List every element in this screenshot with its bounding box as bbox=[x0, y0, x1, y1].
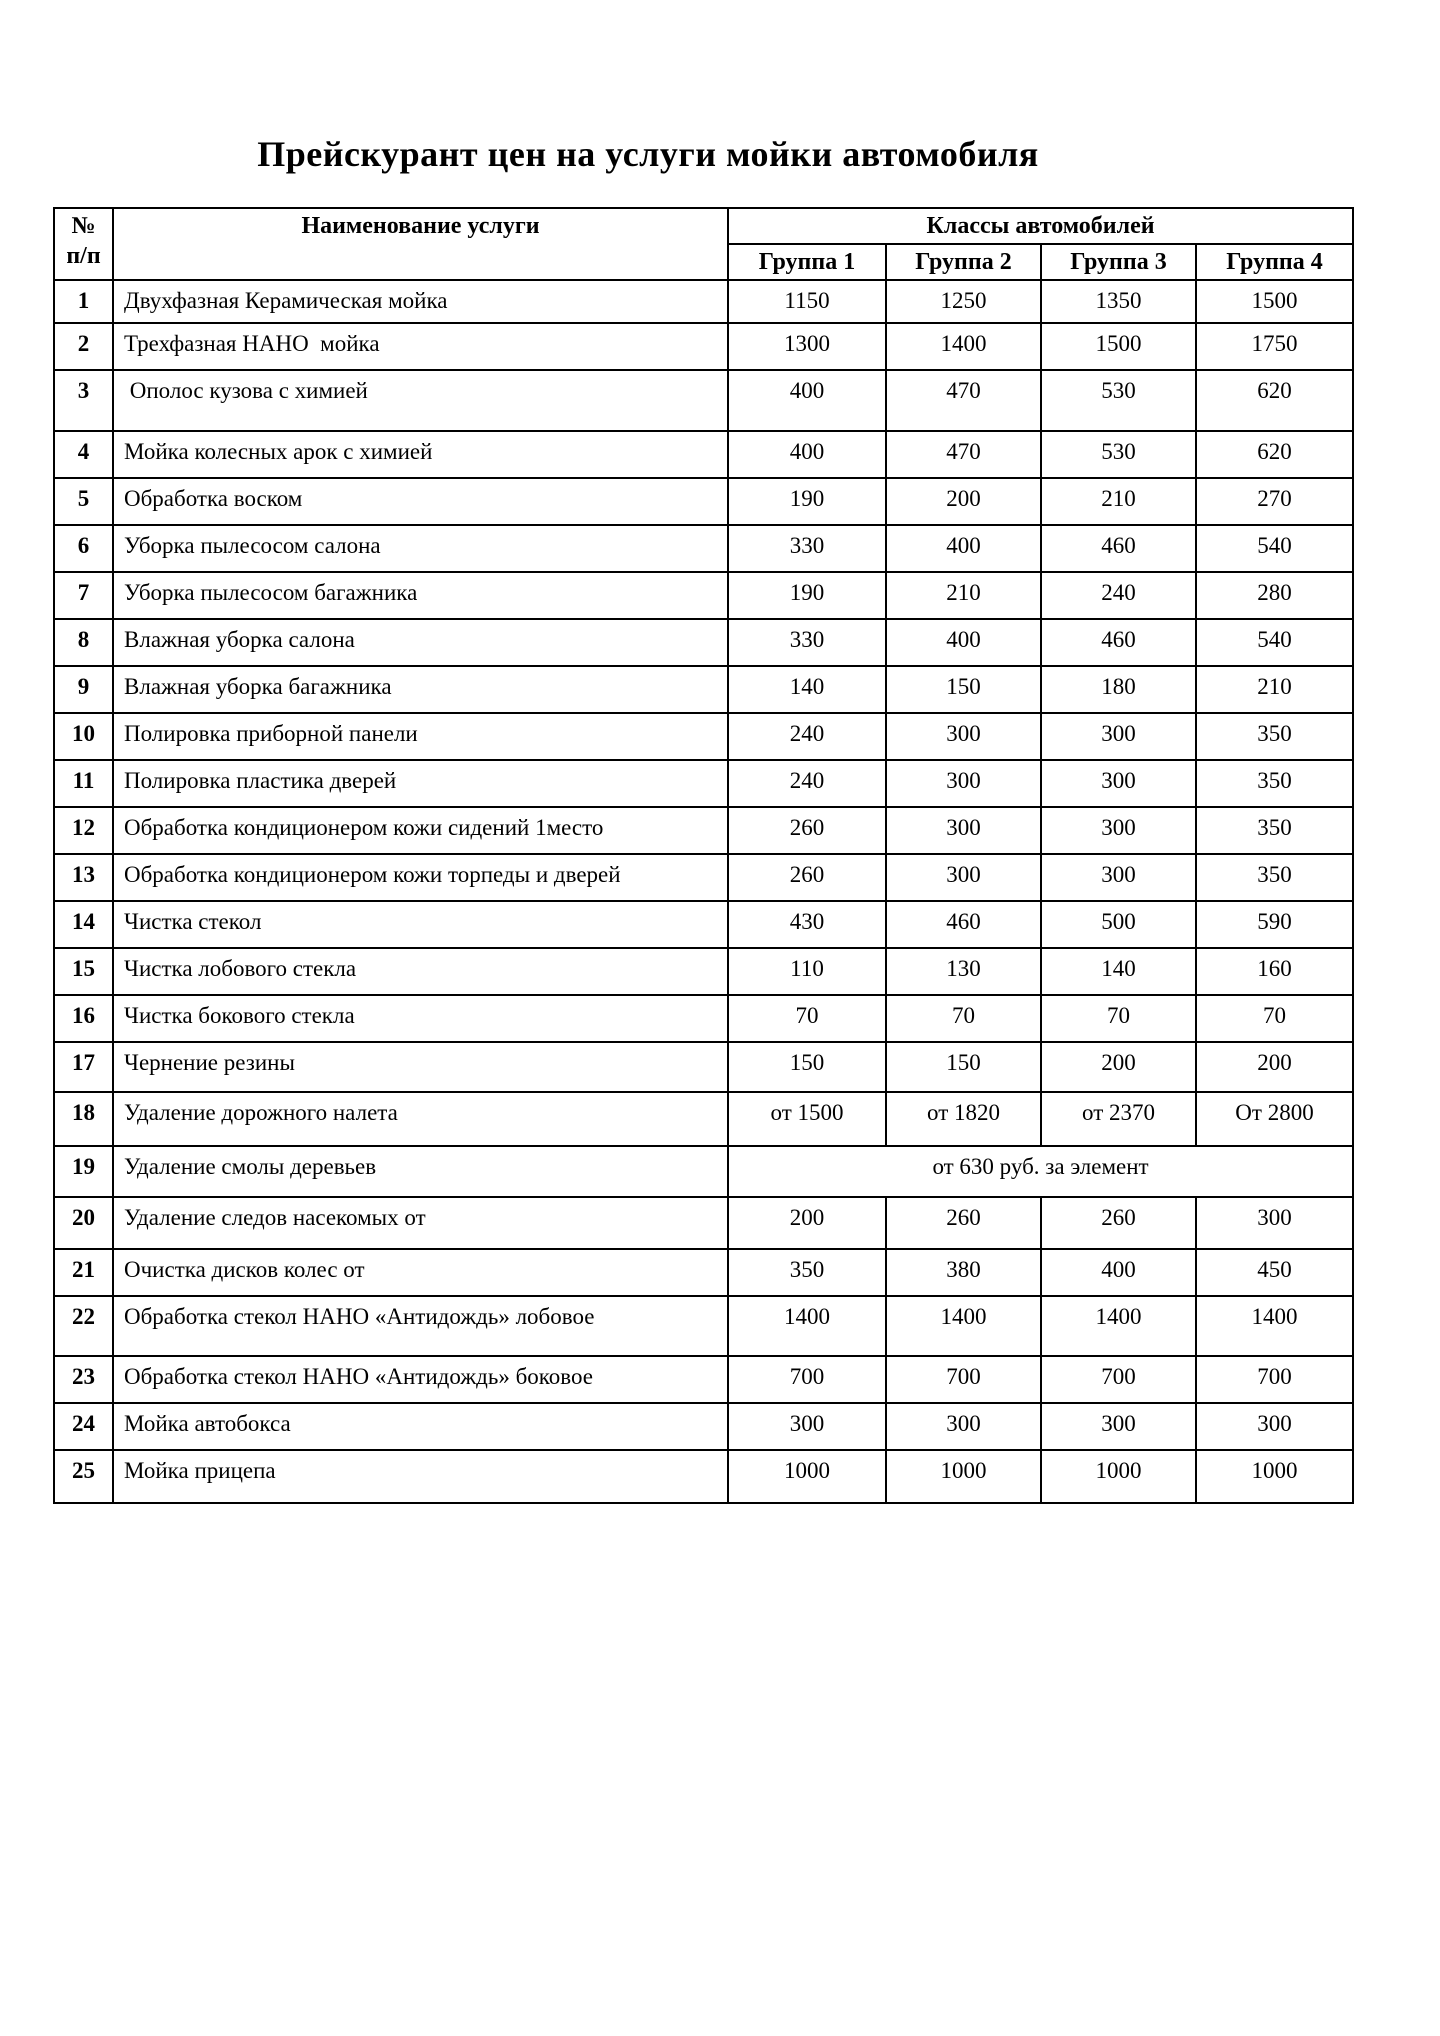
service-name: Полировка пластика дверей bbox=[113, 760, 728, 807]
price-group-2: 300 bbox=[886, 807, 1041, 854]
price-group-4: 350 bbox=[1196, 807, 1353, 854]
row-number: 12 bbox=[54, 807, 113, 854]
service-name: Обработка воском bbox=[113, 478, 728, 525]
row-number: 2 bbox=[54, 323, 113, 370]
price-group-4: 1000 bbox=[1196, 1450, 1353, 1503]
header-group-4: Группа 4 bbox=[1196, 244, 1353, 280]
price-group-3: 70 bbox=[1041, 995, 1196, 1042]
row-number: 3 bbox=[54, 370, 113, 431]
table-row bbox=[54, 854, 1353, 901]
price-group-4: 620 bbox=[1196, 370, 1353, 431]
price-group-1: 140 bbox=[728, 666, 886, 713]
price-group-4: 160 bbox=[1196, 948, 1353, 995]
price-group-1: 260 bbox=[728, 807, 886, 854]
price-group-1: 300 bbox=[728, 1403, 886, 1450]
row-number: 19 bbox=[54, 1146, 113, 1197]
table-row bbox=[54, 431, 1353, 478]
price-group-3: от 2370 bbox=[1041, 1092, 1196, 1146]
table-row bbox=[54, 280, 1353, 323]
price-group-1: 330 bbox=[728, 525, 886, 572]
price-group-3: 140 bbox=[1041, 948, 1196, 995]
row-number: 8 bbox=[54, 619, 113, 666]
price-group-3: 460 bbox=[1041, 619, 1196, 666]
price-group-4: 200 bbox=[1196, 1042, 1353, 1092]
header-number-line2: п/п bbox=[66, 243, 101, 270]
table-row bbox=[54, 1403, 1353, 1450]
row-number: 23 bbox=[54, 1356, 113, 1403]
service-name: Мойка прицепа bbox=[113, 1450, 728, 1503]
price-group-2: 380 bbox=[886, 1249, 1041, 1296]
price-group-2: 300 bbox=[886, 713, 1041, 760]
price-group-2: 150 bbox=[886, 1042, 1041, 1092]
table-row bbox=[54, 619, 1353, 666]
price-group-1: 110 bbox=[728, 948, 886, 995]
row-number: 10 bbox=[54, 713, 113, 760]
price-group-3: 1400 bbox=[1041, 1296, 1196, 1356]
service-name: Мойка автобокса bbox=[113, 1403, 728, 1450]
row-number: 24 bbox=[54, 1403, 113, 1450]
table-row bbox=[54, 1450, 1353, 1503]
price-group-1: 1300 bbox=[728, 323, 886, 370]
price-group-4: 350 bbox=[1196, 854, 1353, 901]
service-name: Уборка пылесосом багажника bbox=[113, 572, 728, 619]
service-name: Обработка кондиционером кожи торпеды и дверей bbox=[113, 854, 728, 901]
price-group-2: 70 bbox=[886, 995, 1041, 1042]
price-group-1: 350 bbox=[728, 1249, 886, 1296]
row-number: 17 bbox=[54, 1042, 113, 1092]
price-group-1: 430 bbox=[728, 901, 886, 948]
price-group-2: 460 bbox=[886, 901, 1041, 948]
price-group-3: 300 bbox=[1041, 713, 1196, 760]
service-name: Чистка бокового стекла bbox=[113, 995, 728, 1042]
header-number bbox=[54, 208, 113, 280]
merged-price-cell: от 630 руб. за элемент bbox=[728, 1146, 1353, 1197]
price-group-3: 400 bbox=[1041, 1249, 1196, 1296]
table-row bbox=[54, 948, 1353, 995]
row-number: 21 bbox=[54, 1249, 113, 1296]
price-group-4: 300 bbox=[1196, 1197, 1353, 1249]
price-group-4: 450 bbox=[1196, 1249, 1353, 1296]
price-group-3: 700 bbox=[1041, 1356, 1196, 1403]
service-name: Удаление смолы деревьев bbox=[113, 1146, 728, 1197]
row-number: 14 bbox=[54, 901, 113, 948]
table-row bbox=[54, 995, 1353, 1042]
service-name: Мойка колесных арок с химией bbox=[113, 431, 728, 478]
table-row bbox=[54, 525, 1353, 572]
table-row bbox=[54, 666, 1353, 713]
price-group-2: 400 bbox=[886, 525, 1041, 572]
header-number-line1: № bbox=[71, 213, 96, 240]
table-row bbox=[54, 478, 1353, 525]
price-group-4: 300 bbox=[1196, 1403, 1353, 1450]
service-name: Полировка приборной панели bbox=[113, 713, 728, 760]
price-group-3: 210 bbox=[1041, 478, 1196, 525]
service-name: Влажная уборка багажника bbox=[113, 666, 728, 713]
table-row bbox=[54, 1146, 1353, 1197]
service-name: Уборка пылесосом салона bbox=[113, 525, 728, 572]
row-number: 6 bbox=[54, 525, 113, 572]
price-group-1: 190 bbox=[728, 478, 886, 525]
price-group-4: 70 bbox=[1196, 995, 1353, 1042]
price-group-3: 300 bbox=[1041, 1403, 1196, 1450]
price-group-1: 1150 bbox=[728, 280, 886, 323]
service-name: Трехфазная НАНО мойка bbox=[113, 323, 728, 370]
row-number: 7 bbox=[54, 572, 113, 619]
price-group-2: 200 bbox=[886, 478, 1041, 525]
row-number: 4 bbox=[54, 431, 113, 478]
price-group-4: От 2800 bbox=[1196, 1092, 1353, 1146]
service-name: Обработка стекол НАНО «Антидождь» лобовое bbox=[113, 1296, 728, 1356]
price-group-2: 300 bbox=[886, 854, 1041, 901]
table-row bbox=[54, 713, 1353, 760]
row-number: 18 bbox=[54, 1092, 113, 1146]
price-group-2: 150 bbox=[886, 666, 1041, 713]
price-group-3: 1350 bbox=[1041, 280, 1196, 323]
table-row bbox=[54, 323, 1353, 370]
service-name: Удаление следов насекомых от bbox=[113, 1197, 728, 1249]
header-service: Наименование услуги bbox=[113, 208, 728, 280]
service-name: Обработка кондиционером кожи сидений 1место bbox=[113, 807, 728, 854]
service-name: Ополос кузова с химией bbox=[113, 370, 728, 431]
price-group-2: 700 bbox=[886, 1356, 1041, 1403]
price-group-3: 200 bbox=[1041, 1042, 1196, 1092]
price-group-2: 300 bbox=[886, 760, 1041, 807]
price-group-4: 210 bbox=[1196, 666, 1353, 713]
price-group-4: 270 bbox=[1196, 478, 1353, 525]
price-table bbox=[53, 207, 1354, 1504]
table-row bbox=[54, 1042, 1353, 1092]
price-group-2: 1400 bbox=[886, 1296, 1041, 1356]
price-group-4: 1750 bbox=[1196, 323, 1353, 370]
price-group-4: 1400 bbox=[1196, 1296, 1353, 1356]
price-group-1: 240 bbox=[728, 760, 886, 807]
table-row bbox=[54, 1296, 1353, 1356]
service-name: Очистка дисков колес от bbox=[113, 1249, 728, 1296]
price-group-2: от 1820 bbox=[886, 1092, 1041, 1146]
price-group-3: 300 bbox=[1041, 854, 1196, 901]
row-number: 15 bbox=[54, 948, 113, 995]
price-group-2: 470 bbox=[886, 431, 1041, 478]
price-group-1: 700 bbox=[728, 1356, 886, 1403]
price-group-1: 190 bbox=[728, 572, 886, 619]
price-group-4: 280 bbox=[1196, 572, 1353, 619]
row-number: 1 bbox=[54, 280, 113, 323]
table-row bbox=[54, 807, 1353, 854]
price-group-3: 260 bbox=[1041, 1197, 1196, 1249]
price-group-4: 620 bbox=[1196, 431, 1353, 478]
price-group-2: 400 bbox=[886, 619, 1041, 666]
row-number: 11 bbox=[54, 760, 113, 807]
table-row bbox=[54, 901, 1353, 948]
price-group-3: 300 bbox=[1041, 807, 1196, 854]
price-group-4: 590 bbox=[1196, 901, 1353, 948]
price-group-3: 460 bbox=[1041, 525, 1196, 572]
table-row bbox=[54, 370, 1353, 431]
price-group-2: 300 bbox=[886, 1403, 1041, 1450]
row-number: 13 bbox=[54, 854, 113, 901]
price-group-4: 350 bbox=[1196, 760, 1353, 807]
table-row bbox=[54, 1356, 1353, 1403]
table-row bbox=[54, 760, 1353, 807]
price-group-3: 240 bbox=[1041, 572, 1196, 619]
price-group-2: 470 bbox=[886, 370, 1041, 431]
price-group-1: от 1500 bbox=[728, 1092, 886, 1146]
price-group-1: 330 bbox=[728, 619, 886, 666]
price-group-4: 540 bbox=[1196, 525, 1353, 572]
price-group-3: 500 bbox=[1041, 901, 1196, 948]
row-number: 25 bbox=[54, 1450, 113, 1503]
price-group-1: 70 bbox=[728, 995, 886, 1042]
price-group-3: 530 bbox=[1041, 431, 1196, 478]
service-name: Чистка лобового стекла bbox=[113, 948, 728, 995]
row-number: 22 bbox=[54, 1296, 113, 1356]
price-group-1: 200 bbox=[728, 1197, 886, 1249]
service-name: Чернение резины bbox=[113, 1042, 728, 1092]
price-group-3: 1500 bbox=[1041, 323, 1196, 370]
header-group-1: Группа 1 bbox=[728, 244, 886, 280]
table-row bbox=[54, 1197, 1353, 1249]
price-group-4: 700 bbox=[1196, 1356, 1353, 1403]
price-group-1: 400 bbox=[728, 370, 886, 431]
price-group-4: 350 bbox=[1196, 713, 1353, 760]
table-row bbox=[54, 1249, 1353, 1296]
table-row bbox=[54, 1092, 1353, 1146]
price-group-3: 300 bbox=[1041, 760, 1196, 807]
price-group-4: 1500 bbox=[1196, 280, 1353, 323]
price-group-2: 1000 bbox=[886, 1450, 1041, 1503]
service-name: Удаление дорожного налета bbox=[113, 1092, 728, 1146]
row-number: 16 bbox=[54, 995, 113, 1042]
table-row bbox=[54, 572, 1353, 619]
price-group-3: 530 bbox=[1041, 370, 1196, 431]
price-group-2: 260 bbox=[886, 1197, 1041, 1249]
price-group-3: 1000 bbox=[1041, 1450, 1196, 1503]
price-group-1: 1000 bbox=[728, 1450, 886, 1503]
header-group-2: Группа 2 bbox=[886, 244, 1041, 280]
service-name: Обработка стекол НАНО «Антидождь» боковое bbox=[113, 1356, 728, 1403]
price-group-4: 540 bbox=[1196, 619, 1353, 666]
price-group-1: 240 bbox=[728, 713, 886, 760]
price-group-1: 260 bbox=[728, 854, 886, 901]
row-number: 20 bbox=[54, 1197, 113, 1249]
price-group-2: 1400 bbox=[886, 323, 1041, 370]
header-group-3: Группа 3 bbox=[1041, 244, 1196, 280]
service-name: Чистка стекол bbox=[113, 901, 728, 948]
price-group-1: 1400 bbox=[728, 1296, 886, 1356]
price-group-2: 130 bbox=[886, 948, 1041, 995]
price-group-2: 1250 bbox=[886, 280, 1041, 323]
price-group-1: 150 bbox=[728, 1042, 886, 1092]
service-name: Двухфазная Керамическая мойка bbox=[113, 280, 728, 323]
header-classes: Классы автомобилей bbox=[728, 208, 1353, 244]
page-title: Прейскурант цен на услуги мойки автомобиля bbox=[257, 134, 1039, 174]
price-group-2: 210 bbox=[886, 572, 1041, 619]
row-number: 9 bbox=[54, 666, 113, 713]
service-name: Влажная уборка салона bbox=[113, 619, 728, 666]
price-group-3: 180 bbox=[1041, 666, 1196, 713]
price-group-1: 400 bbox=[728, 431, 886, 478]
row-number: 5 bbox=[54, 478, 113, 525]
